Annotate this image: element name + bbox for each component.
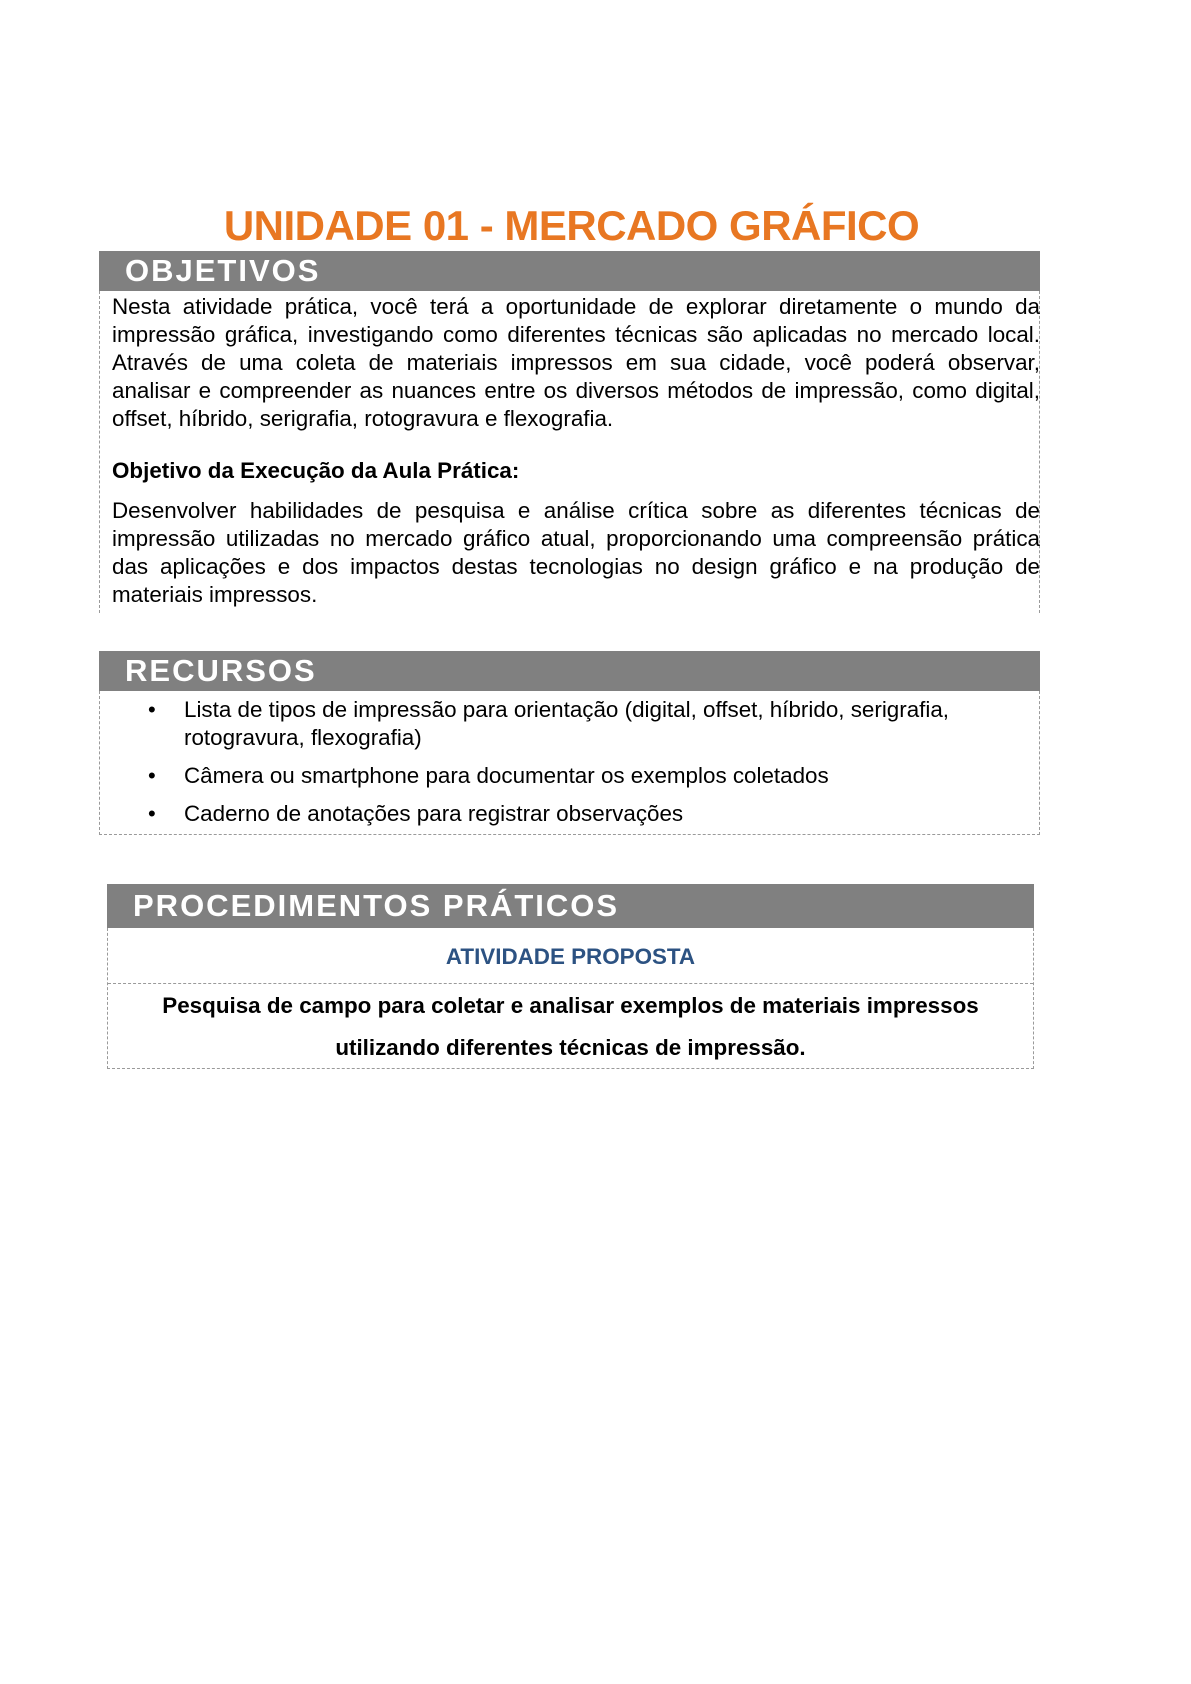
list-item-text: Caderno de anotações para registrar observações (184, 801, 684, 826)
procedimentos-header-label: PROCEDIMENTOS PRÁTICOS (133, 888, 620, 923)
objetivos-header (99, 251, 1040, 291)
recursos-header (99, 651, 1040, 691)
procedimentos-header (107, 884, 1034, 928)
activity-label: ATIVIDADE PROPOSTA (108, 928, 1033, 984)
objetivos-subtitle: Objetivo da Execução da Aula Prática: (112, 458, 520, 483)
procedimentos-body (107, 928, 1034, 1069)
page-title: UNIDADE 01 - MERCADO GRÁFICO (223, 202, 920, 249)
recursos-header-label: RECURSOS (125, 653, 317, 688)
list-item (100, 762, 1039, 790)
objetivos-header-label: OBJETIVOS (125, 253, 321, 288)
bullet-icon: • (148, 763, 156, 788)
recursos-body (99, 691, 1040, 835)
list-item (100, 800, 1039, 828)
list-item-text: Lista de tipos de impressão para orientação (digital, offset, híbrido, serigrafia, rotogravura, flexografia) (184, 697, 950, 750)
list-item (100, 696, 1039, 752)
recursos-list (100, 696, 1039, 828)
bullet-icon: • (148, 697, 156, 722)
objetivos-body (99, 291, 1040, 613)
objetivos-intro: Nesta atividade prática, você terá a oportunidade de explorar diretamente o mundo da impressão gráfica, investigando como diferentes técnicas são aplicadas no mercado local. Através de uma coleta de materiais impressos em sua cidade, você poderá observar, analisar e compreender as nuances entre os diversos métodos de impressão, como digital, offset, híbrido, serigrafia, rotogravura e flexografia. (112, 294, 1040, 431)
bullet-icon: • (148, 801, 156, 826)
objetivos-goal: Desenvolver habilidades de pesquisa e análise crítica sobre as diferentes técnicas de impressão utilizadas no mercado gráfico atual, proporcionando uma compreensão prática das aplicações e dos impactos destas tecnologias no design gráfico e na produção de materiais impressos. (112, 498, 1040, 607)
activity-description: Pesquisa de campo para coletar e analisar exemplos de materiais impressos utilizando diferentes técnicas de impressão. (162, 993, 979, 1060)
list-item-text: Câmera ou smartphone para documentar os exemplos coletados (184, 763, 829, 788)
